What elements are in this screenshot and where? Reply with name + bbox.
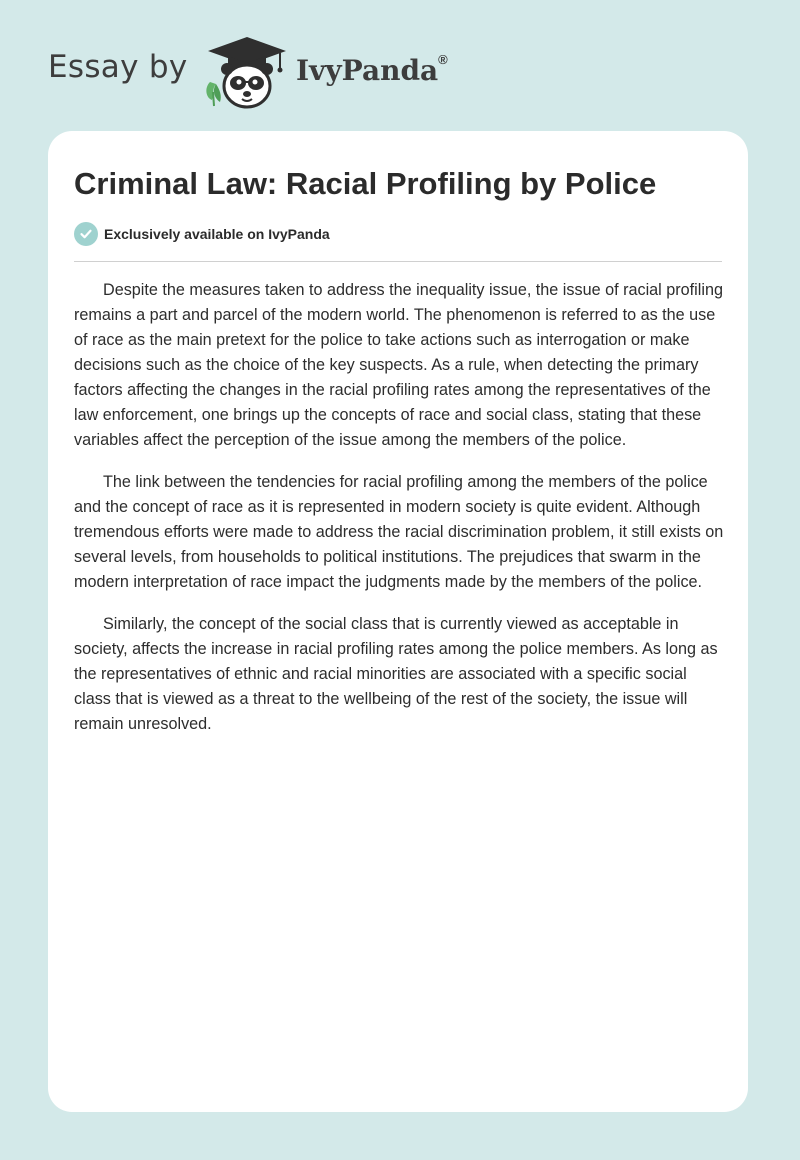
paragraph: Similarly, the concept of the social class that is currently viewed as acceptable in society, affects the increase in racial profiling rates among the police members. As long as the representatives of ethnic and racial minorities are associated with a specific social class that is viewed as a threat to the wellbeing of the rest of the society, the issue will remain unresolved. — [74, 615, 718, 733]
divider — [74, 261, 722, 262]
exclusive-badge — [74, 222, 330, 246]
site-header — [48, 34, 508, 110]
registered-mark: ® — [438, 52, 448, 67]
brand-name[interactable] — [296, 54, 448, 87]
panda-graduate-icon[interactable] — [202, 34, 292, 110]
essay-card — [48, 131, 748, 1112]
essay-body — [74, 278, 726, 754]
badge-text: Exclusively available on IvyPanda — [104, 226, 330, 242]
paragraph: The link between the tendencies for racial profiling among the members of the police and the concept of race as it is represented in modern society is quite evident. Although tremendous efforts were made to address the racial discrimination problem, it still exists on several levels, from households to political institutions. The prejudices that swarm in the modern interpretation of race impact the judgments made by the members of the police. — [74, 473, 724, 591]
brand-label: IvyPanda — [296, 54, 439, 87]
essay-by-label: Essay by — [48, 49, 188, 85]
paragraph: Despite the measures taken to address the inequality issue, the issue of racial profiling remains a part and parcel of the modern world. The phenomenon is referred to as the use of race as the main pretext for the police to take actions such as interrogation or make decisions such as the choice of the key suspects. As a rule, when detecting the primary factors affecting the changes in the racial profiling rates among the representatives of the law enforcement, one brings up the concepts of race and social class, stating that these variables affect the perception of the issue among the members of the police. — [74, 281, 723, 449]
check-icon — [74, 222, 98, 246]
page-title: Criminal Law: Racial Profiling by Police — [74, 166, 657, 201]
